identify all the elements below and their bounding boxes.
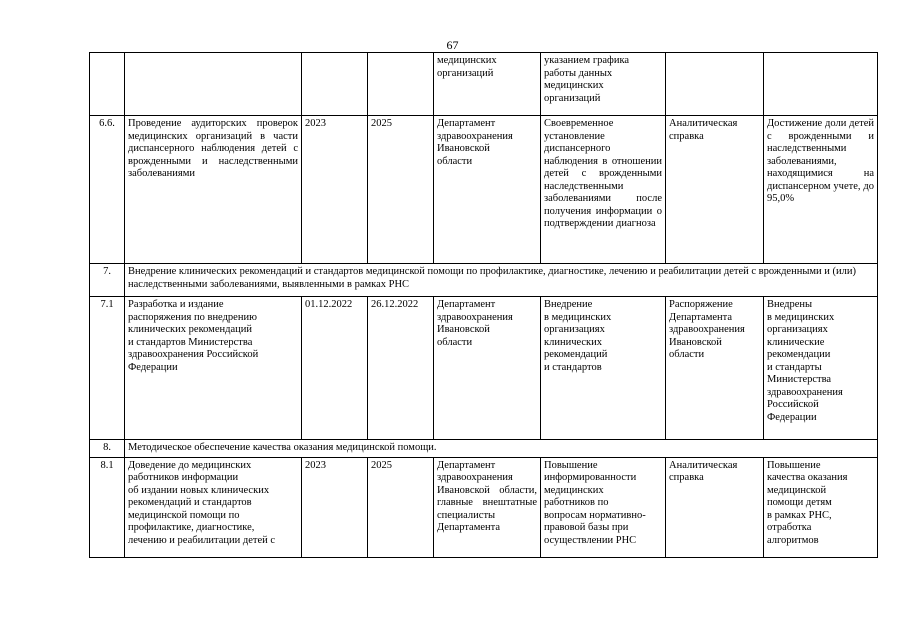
result-cell — [541, 53, 666, 116]
document-cell — [666, 297, 764, 440]
result-cell — [541, 457, 666, 557]
executor-cell — [434, 53, 541, 116]
end-cell — [368, 53, 434, 116]
document-cell — [666, 53, 764, 116]
start-cell: 01.12.2022 — [302, 297, 368, 440]
table-row-continued — [90, 53, 878, 116]
executor-cell — [434, 116, 541, 264]
action-cell — [125, 297, 302, 440]
table-row-7-1 — [90, 297, 878, 440]
result-text: указанием графика работы данных медицинских организаций — [544, 55, 630, 104]
table-row-section-8 — [90, 440, 878, 458]
action-cell: Проведение аудиторских проверок медицинских организаций в части диспансерного наблюдения детей с врожденными и наследственными заболеваниями — [125, 116, 302, 264]
section-title: Методическое обеспечение качества оказания медицинской помощи. — [125, 440, 878, 458]
end-cell: 26.12.2022 — [368, 297, 434, 440]
indicator-cell — [764, 297, 878, 440]
row-number — [90, 53, 125, 116]
table-row-6-6 — [90, 116, 878, 264]
indicator-text: Внедрены в медицинских организациях клинические рекомендации и стандарты Министерства здравоохранения Российской Федерации — [767, 299, 843, 423]
table-row-section-7 — [90, 264, 878, 297]
section-title: Внедрение клинических рекомендаций и стандартов медицинской помощи по профилактике, диагностике, лечению и реабилитации детей с врожденными и (или) наследственными заболеваниями, выявленными в рамках РНС — [125, 264, 878, 297]
row-number: 7.1 — [90, 297, 125, 440]
document-text: Распоряжение Департамента здравоохранения Ивановской области — [669, 299, 745, 360]
end-cell: 2025 — [368, 116, 434, 264]
row-number: 8.1 — [90, 457, 125, 557]
indicator-text: Повышение качества оказания медицинской помощи детям в рамках РНС, отработка алгоритмов — [767, 459, 848, 546]
section-number: 7. — [90, 264, 125, 297]
document-cell — [666, 457, 764, 557]
indicator-cell: Достижение доли детей с врожденными и наследственными заболеваниями, находящимися на диспансерном учете, до 95,0% — [764, 116, 878, 264]
document-cell — [666, 116, 764, 264]
action-text: Разработка и издание распоряжения по внедрению клинических рекомендаций и стандартов Министерства здравоохранения Российской Федерации — [128, 299, 259, 373]
executor-cell — [434, 297, 541, 440]
executor-text: Департамент здравоохранения Ивановской области — [437, 118, 513, 167]
result-text: Внедрение в медицинских организациях клинических рекомендаций и стандартов — [544, 299, 612, 373]
action-plan-table — [89, 52, 878, 558]
page-number: 67 — [446, 38, 459, 52]
action-cell — [125, 457, 302, 557]
result-text: Своевременное установление диспансерного наблюдения в отношении детей с врожденными наследственными заболеваниями после получения информации о подтверждении диагноза — [544, 118, 662, 229]
end-cell: 2025 — [368, 457, 434, 557]
indicator-cell — [764, 53, 878, 116]
start-cell — [302, 53, 368, 116]
executor-text: медицинских организаций — [437, 55, 497, 79]
row-number: 6.6. — [90, 116, 125, 264]
start-cell: 2023 — [302, 116, 368, 264]
document-text: Аналитическая справка — [669, 459, 738, 483]
action-text: Доведение до медицинских работников информации об издании новых клинических рекомендаций и стандартов медицинской помощи по профилактике, диагностике, лечению и реабилитации детей с — [128, 459, 276, 546]
document-text: Аналитическая справка — [669, 118, 738, 142]
result-cell — [541, 297, 666, 440]
result-cell — [541, 116, 666, 264]
table-row-8-1 — [90, 457, 878, 557]
action-cell — [125, 53, 302, 116]
section-number: 8. — [90, 440, 125, 458]
start-cell: 2023 — [302, 457, 368, 557]
result-text: Повышение информированности медицинских работников по вопросам нормативно- правовой базы при осуществлении РНС — [544, 459, 646, 546]
executor-cell: Департамент здравоохранения Ивановской области, главные внештатные специалисты Департамента — [434, 457, 541, 557]
indicator-cell — [764, 457, 878, 557]
executor-text: Департамент здравоохранения Ивановской области — [437, 299, 513, 348]
